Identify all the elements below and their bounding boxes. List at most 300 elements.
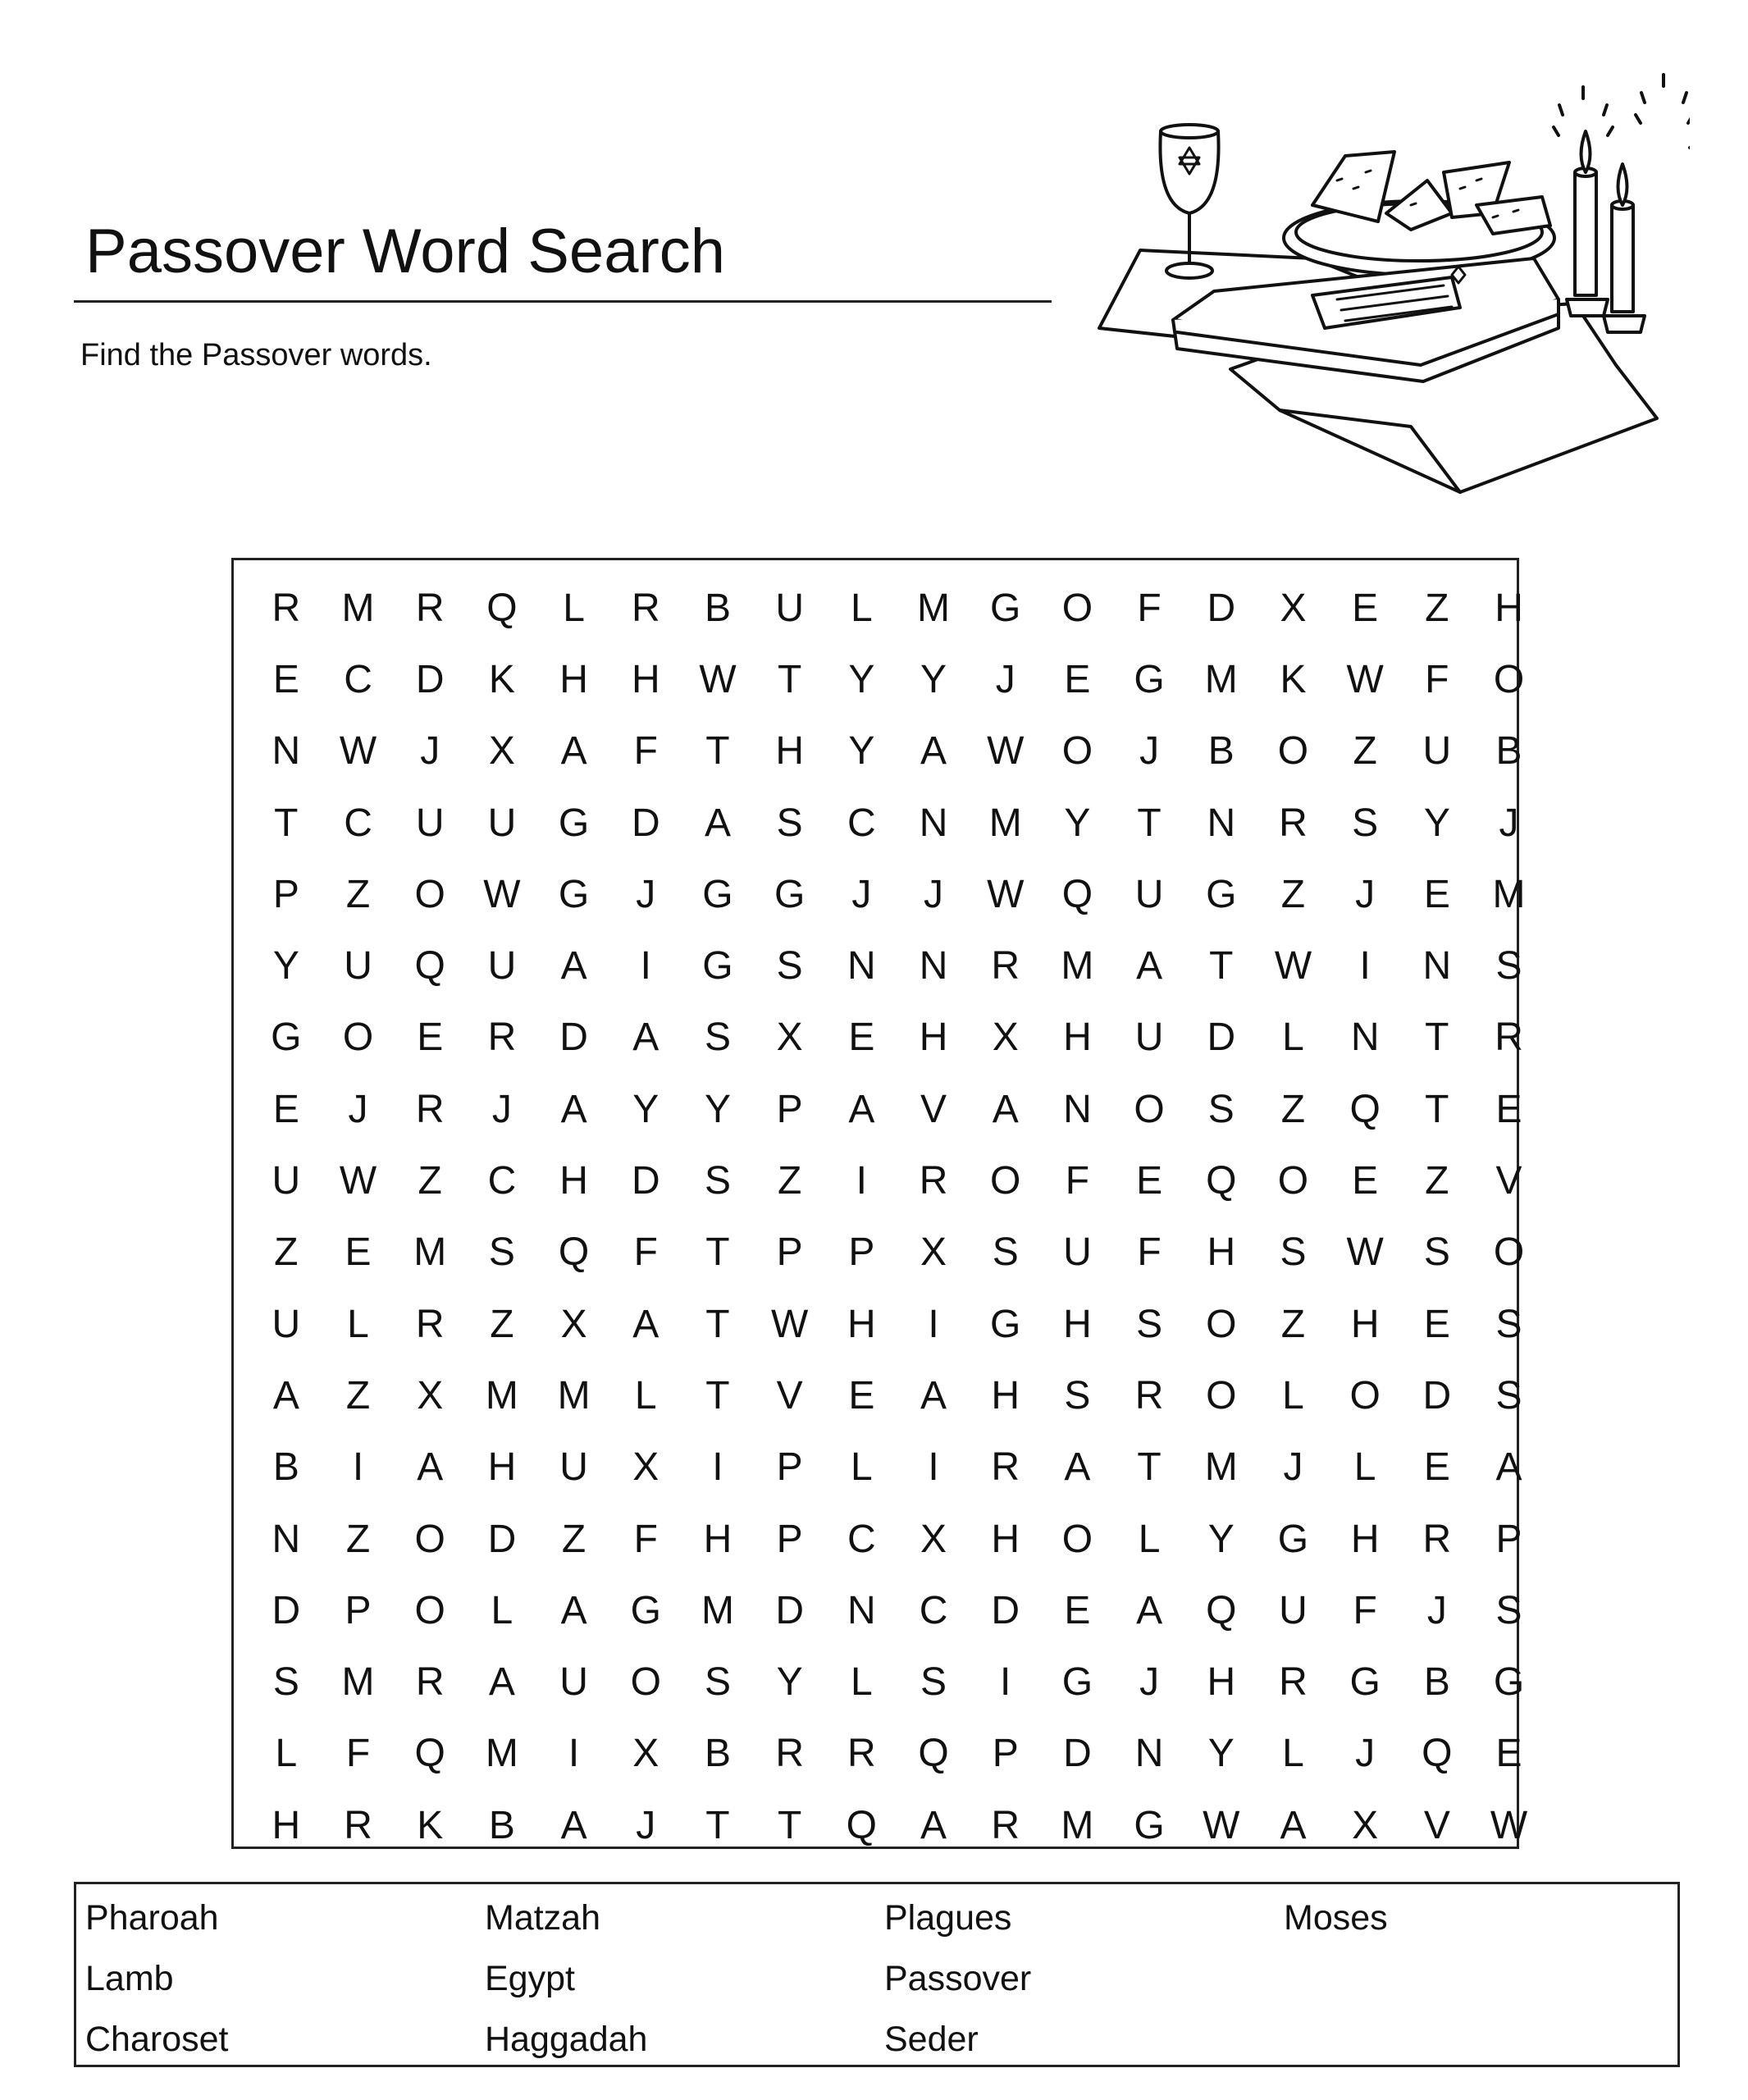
grid-letter: U <box>272 1302 301 1346</box>
grid-letter: R <box>487 1016 517 1060</box>
grid-letter: V <box>1423 1803 1450 1847</box>
grid-letter: H <box>1063 1016 1092 1060</box>
grid-letter: G <box>774 872 806 916</box>
grid-letter: H <box>847 1302 876 1346</box>
grid-letter: H <box>631 657 660 701</box>
grid-letter: I <box>1359 944 1371 988</box>
grid-letter: A <box>632 1302 659 1346</box>
grid-letter: A <box>272 1373 299 1418</box>
grid-letter: Y <box>1423 801 1450 845</box>
grid-letter: E <box>1495 1732 1522 1776</box>
grid-letter: P <box>992 1732 1019 1776</box>
grid-letter: G <box>1206 872 1237 916</box>
grid-letter: W <box>1274 944 1312 988</box>
grid-letter: M <box>413 1230 447 1275</box>
grid-letter: R <box>991 944 1020 988</box>
grid-letter: A <box>560 1588 587 1632</box>
grid-letter: E <box>1136 1159 1163 1203</box>
grid-letter: A <box>1495 1445 1522 1490</box>
grid-letter: X <box>920 1517 947 1561</box>
grid-letter: M <box>1204 657 1238 701</box>
grid-letter: J <box>1499 801 1519 845</box>
grid-letter: R <box>1134 1373 1164 1418</box>
grid-letter: Z <box>1425 1159 1449 1203</box>
grid-letter: S <box>1207 1087 1235 1131</box>
page-title: Passover Word Search <box>85 217 726 286</box>
grid-letter: Q <box>414 1732 445 1776</box>
grid-letter: Z <box>561 1517 586 1561</box>
grid-letter: M <box>1061 1803 1094 1847</box>
grid-letter: O <box>1061 729 1093 774</box>
grid-letter: Q <box>846 1803 878 1847</box>
grid-letter: M <box>1492 872 1526 916</box>
grid-letter: S <box>1495 1373 1522 1418</box>
grid-letter: G <box>1277 1517 1309 1561</box>
grid-letter: H <box>487 1445 517 1490</box>
grid-letter: U <box>559 1660 588 1705</box>
grid-letter: A <box>560 729 587 774</box>
grid-letter: W <box>1346 657 1384 701</box>
grid-letter: B <box>272 1445 299 1490</box>
grid-letter: I <box>568 1732 580 1776</box>
grid-letter: L <box>563 586 585 630</box>
grid-letter: A <box>488 1660 515 1705</box>
grid-letter: Z <box>1280 872 1306 916</box>
word-list-item: Passover <box>884 1959 1032 1998</box>
grid-letter: H <box>1350 1517 1380 1561</box>
word-search-grid <box>231 558 1528 1849</box>
grid-letter: C <box>344 657 372 701</box>
grid-letter: U <box>559 1445 588 1490</box>
grid-letter: W <box>987 729 1025 774</box>
grid-letter: P <box>776 1087 803 1131</box>
grid-letter: S <box>704 1016 731 1060</box>
grid-letter: X <box>1352 1803 1379 1847</box>
grid-letter: G <box>1134 657 1165 701</box>
grid-letter: A <box>1280 1803 1307 1847</box>
grid-letter: Q <box>1061 872 1093 916</box>
grid-letter: V <box>920 1087 947 1131</box>
grid-letter: D <box>775 1588 804 1632</box>
grid-letter: V <box>1495 1159 1522 1203</box>
grid-letter: P <box>776 1517 803 1561</box>
word-list-item: Pharoah <box>85 1898 219 1938</box>
grid-letter: D <box>487 1517 517 1561</box>
grid-letter: Y <box>272 944 299 988</box>
grid-letter: H <box>559 1159 588 1203</box>
grid-letter: J <box>1283 1445 1303 1490</box>
grid-letter: W <box>771 1302 809 1346</box>
grid-letter: J <box>1355 872 1376 916</box>
grid-letter: O <box>1134 1087 1165 1131</box>
grid-letter: M <box>485 1732 518 1776</box>
grid-letter: O <box>1493 657 1525 701</box>
grid-letter: U <box>272 1159 301 1203</box>
grid-letter: T <box>274 801 299 845</box>
grid-letter: G <box>1061 1660 1093 1705</box>
grid-letter: U <box>415 801 445 845</box>
grid-letter: R <box>415 1087 445 1131</box>
grid-letter: Y <box>1207 1517 1235 1561</box>
grid-letter: P <box>776 1230 803 1275</box>
grid-letter: P <box>345 1588 372 1632</box>
grid-letter: L <box>347 1302 369 1346</box>
grid-letter: G <box>990 1302 1021 1346</box>
grid-letter: L <box>850 1660 873 1705</box>
grid-letter: T <box>1425 1016 1449 1060</box>
grid-letter: S <box>1495 1588 1522 1632</box>
grid-letter: L <box>850 1445 873 1490</box>
grid-letter: A <box>1136 1588 1163 1632</box>
grid-letter: J <box>348 1087 368 1131</box>
grid-letter: S <box>1423 1230 1450 1275</box>
grid-letter: O <box>342 1016 374 1060</box>
grid-letter: D <box>559 1016 588 1060</box>
grid-letter: M <box>485 1373 518 1418</box>
grid-letter: Q <box>1349 1087 1381 1131</box>
grid-letter: D <box>631 801 660 845</box>
word-list-item: Haggadah <box>485 2020 648 2059</box>
grid-letter: T <box>705 1373 730 1418</box>
grid-letter: G <box>558 872 590 916</box>
grid-letter: M <box>341 1660 375 1705</box>
grid-letter: U <box>344 944 372 988</box>
grid-letter: E <box>417 1016 444 1060</box>
grid-letter: U <box>1134 872 1164 916</box>
grid-letter: T <box>705 1230 730 1275</box>
word-list-item: Charoset <box>85 2020 229 2059</box>
grid-letter: M <box>341 586 375 630</box>
grid-letter: H <box>775 729 804 774</box>
grid-letter: S <box>704 1159 731 1203</box>
grid-letter: O <box>990 1159 1021 1203</box>
grid-letter: R <box>631 586 660 630</box>
grid-letter: C <box>487 1159 517 1203</box>
grid-letter: U <box>1279 1588 1308 1632</box>
grid-letter: J <box>1139 729 1160 774</box>
grid-letter: Z <box>345 1517 371 1561</box>
grid-letter: Y <box>920 657 947 701</box>
grid-letter: M <box>701 1588 734 1632</box>
grid-letter: P <box>1495 1517 1522 1561</box>
grid-letter: Q <box>1206 1588 1237 1632</box>
grid-letter: L <box>1282 1016 1304 1060</box>
grid-letter: G <box>558 801 590 845</box>
grid-letter: R <box>775 1732 804 1776</box>
grid-letter: W <box>1490 1803 1528 1847</box>
grid-letter: T <box>777 1803 802 1847</box>
grid-letter: I <box>712 1445 723 1490</box>
grid-letter: E <box>272 1087 299 1131</box>
grid-letter: D <box>1207 1016 1236 1060</box>
grid-letter: M <box>988 801 1022 845</box>
grid-letter: X <box>632 1445 659 1490</box>
grid-letter: G <box>990 586 1021 630</box>
grid-letter: E <box>1423 872 1450 916</box>
word-list-item <box>1284 2009 1683 2070</box>
grid-letter: W <box>987 872 1025 916</box>
grid-letter: U <box>1063 1230 1092 1275</box>
grid-letter: Z <box>345 872 371 916</box>
grid-letter: Y <box>848 729 875 774</box>
grid-letter: F <box>633 1230 658 1275</box>
grid-letter: A <box>704 801 731 845</box>
grid-letter: H <box>919 1016 948 1060</box>
grid-letter: R <box>919 1159 948 1203</box>
word-list-item: Lamb <box>85 1959 174 1998</box>
grid-letter: A <box>920 1803 947 1847</box>
grid-letter: N <box>1063 1087 1092 1131</box>
grid-letter: O <box>630 1660 661 1705</box>
grid-letter: E <box>848 1373 875 1418</box>
grid-letter: N <box>1422 944 1452 988</box>
grid-letter: X <box>992 1016 1019 1060</box>
grid-letter: L <box>1353 1445 1376 1490</box>
grid-letter: H <box>1207 1660 1236 1705</box>
grid-letter: Q <box>918 1732 949 1776</box>
grid-letter: L <box>1282 1373 1304 1418</box>
grid-letter: Q <box>414 944 445 988</box>
grid-letter: S <box>704 1660 731 1705</box>
grid-letter: O <box>1349 1373 1381 1418</box>
grid-letter: A <box>1064 1445 1091 1490</box>
grid-letter: J <box>1355 1732 1376 1776</box>
grid-letter: T <box>1209 944 1234 988</box>
grid-letter: Y <box>704 1087 731 1131</box>
grid-letter: X <box>417 1373 444 1418</box>
grid-letter: L <box>1138 1517 1161 1561</box>
grid-letter: G <box>702 872 733 916</box>
grid-letter: R <box>272 586 301 630</box>
word-list-item: Seder <box>884 2020 979 2059</box>
grid-letter: D <box>415 657 445 701</box>
grid-letter: Y <box>1064 801 1091 845</box>
grid-letter: T <box>777 657 802 701</box>
grid-letter: C <box>847 1517 876 1561</box>
grid-letter: T <box>1137 801 1162 845</box>
grid-letter: Z <box>1280 1302 1306 1346</box>
grid-letter: K <box>488 657 515 701</box>
grid-letter: D <box>272 1588 301 1632</box>
grid-letter: I <box>1000 1660 1011 1705</box>
word-list-box <box>74 1882 1680 2067</box>
grid-letter: A <box>560 1803 587 1847</box>
grid-letter: O <box>414 1588 445 1632</box>
grid-letter: T <box>705 1302 730 1346</box>
grid-letter: B <box>1495 729 1522 774</box>
grid-letter: D <box>631 1159 660 1203</box>
grid-letter: X <box>488 729 515 774</box>
word-list-item: Matzah <box>485 1898 601 1938</box>
letter-grid <box>250 573 1545 1861</box>
grid-letter: Z <box>418 1159 442 1203</box>
grid-letter: G <box>702 944 733 988</box>
grid-letter: S <box>1495 1302 1522 1346</box>
grid-letter: H <box>1495 586 1523 630</box>
grid-letter: R <box>415 1302 445 1346</box>
grid-letter: S <box>1064 1373 1091 1418</box>
grid-letter: O <box>1061 586 1093 630</box>
grid-letter: B <box>1423 1660 1450 1705</box>
grid-letter: E <box>1064 657 1091 701</box>
grid-letter: N <box>272 1517 301 1561</box>
grid-letter: R <box>991 1445 1020 1490</box>
grid-letter: H <box>991 1517 1020 1561</box>
grid-letter: D <box>1422 1373 1452 1418</box>
grid-letter: F <box>1353 1588 1377 1632</box>
seder-table-icon <box>1066 66 1690 509</box>
word-list-item: Plagues <box>884 1898 1012 1938</box>
grid-letter: Q <box>1206 1159 1237 1203</box>
grid-letter: Q <box>486 586 518 630</box>
grid-letter: Q <box>1422 1732 1453 1776</box>
grid-letter: X <box>560 1302 587 1346</box>
grid-letter: Q <box>558 1230 590 1275</box>
instructions-text: Find the Passover words. <box>80 338 432 372</box>
grid-letter: G <box>271 1016 302 1060</box>
grid-letter: P <box>848 1230 875 1275</box>
grid-letter: T <box>705 729 730 774</box>
grid-letter: R <box>1279 1660 1308 1705</box>
grid-letter: R <box>847 1732 876 1776</box>
grid-letter: Y <box>1207 1732 1235 1776</box>
grid-letter: J <box>491 1087 512 1131</box>
grid-letter: J <box>636 1803 656 1847</box>
grid-letter: F <box>1425 657 1449 701</box>
grid-letter: G <box>1493 1660 1525 1705</box>
grid-letter: N <box>919 801 948 845</box>
grid-letter: R <box>991 1803 1020 1847</box>
grid-letter: H <box>991 1373 1020 1418</box>
grid-letter: O <box>1277 1159 1309 1203</box>
grid-letter: M <box>1061 944 1094 988</box>
grid-letter: F <box>1065 1159 1090 1203</box>
grid-letter: W <box>483 872 521 916</box>
grid-letter: F <box>633 729 658 774</box>
grid-letter: A <box>848 1087 875 1131</box>
grid-letter: K <box>417 1803 444 1847</box>
grid-letter: R <box>1495 1016 1523 1060</box>
grid-letter: R <box>1422 1517 1452 1561</box>
grid-letter: O <box>1206 1373 1237 1418</box>
grid-letter: A <box>920 729 947 774</box>
grid-letter: L <box>491 1588 513 1632</box>
grid-letter: U <box>1422 729 1452 774</box>
grid-letter: R <box>1279 801 1308 845</box>
grid-letter: E <box>1495 1087 1522 1131</box>
title-underline <box>74 300 1052 303</box>
grid-letter: C <box>919 1588 948 1632</box>
grid-letter: G <box>1349 1660 1381 1705</box>
grid-letter: F <box>1137 586 1162 630</box>
grid-letter: M <box>917 586 951 630</box>
grid-letter: U <box>487 944 517 988</box>
grid-letter: W <box>1203 1803 1240 1847</box>
grid-letter: N <box>1350 1016 1380 1060</box>
grid-letter: F <box>633 1517 658 1561</box>
grid-letter: N <box>272 729 301 774</box>
grid-letter: X <box>920 1230 947 1275</box>
grid-letter: B <box>1207 729 1235 774</box>
grid-letter: Z <box>777 1159 802 1203</box>
grid-letter: W <box>339 1159 377 1203</box>
grid-letter: E <box>1423 1302 1450 1346</box>
grid-letter: A <box>417 1445 444 1490</box>
grid-letter: Z <box>274 1230 299 1275</box>
grid-letter: A <box>560 1087 587 1131</box>
grid-letter: C <box>847 801 876 845</box>
grid-letter: Z <box>1353 729 1377 774</box>
grid-letter: H <box>1350 1302 1380 1346</box>
grid-letter: A <box>992 1087 1019 1131</box>
grid-letter: A <box>560 944 587 988</box>
grid-letter: S <box>776 801 803 845</box>
grid-letter: E <box>1352 1159 1379 1203</box>
grid-letter: J <box>420 729 440 774</box>
grid-letter: V <box>776 1373 803 1418</box>
word-list <box>85 1888 1683 2070</box>
grid-letter: E <box>1423 1445 1450 1490</box>
grid-letter: H <box>1207 1230 1236 1275</box>
grid-letter: R <box>415 586 445 630</box>
grid-letter: S <box>1495 944 1522 988</box>
word-list-item: Egypt <box>485 1959 575 1998</box>
grid-letter: S <box>992 1230 1019 1275</box>
grid-letter: W <box>1346 1230 1384 1275</box>
grid-letter: T <box>1137 1445 1162 1490</box>
grid-letter: N <box>847 944 876 988</box>
grid-letter: L <box>850 586 873 630</box>
grid-letter: U <box>775 586 804 630</box>
grid-letter: X <box>776 1016 803 1060</box>
grid-letter: Y <box>848 657 875 701</box>
grid-letter: G <box>1134 1803 1165 1847</box>
grid-letter: P <box>272 872 299 916</box>
grid-letter: H <box>559 657 588 701</box>
grid-letter: J <box>851 872 872 916</box>
grid-letter: Y <box>776 1660 803 1705</box>
grid-letter: I <box>352 1445 364 1490</box>
grid-letter: L <box>1282 1732 1304 1776</box>
grid-letter: S <box>920 1660 947 1705</box>
grid-letter: J <box>924 872 944 916</box>
grid-letter: I <box>928 1302 939 1346</box>
grid-letter: U <box>1134 1016 1164 1060</box>
grid-letter: T <box>705 1803 730 1847</box>
grid-letter: D <box>1063 1732 1092 1776</box>
grid-letter: X <box>632 1732 659 1776</box>
grid-letter: S <box>1280 1230 1307 1275</box>
grid-letter: W <box>699 657 737 701</box>
grid-letter: J <box>1139 1660 1160 1705</box>
grid-letter: N <box>847 1588 876 1632</box>
grid-letter: O <box>1061 1517 1093 1561</box>
grid-letter: O <box>414 1517 445 1561</box>
word-list-item <box>1284 1948 1683 2009</box>
grid-letter: S <box>1136 1302 1163 1346</box>
grid-letter: H <box>703 1517 733 1561</box>
grid-letter: M <box>1204 1445 1238 1490</box>
grid-letter: U <box>487 801 517 845</box>
grid-letter: Y <box>632 1087 659 1131</box>
grid-letter: I <box>856 1159 868 1203</box>
grid-letter: P <box>776 1445 803 1490</box>
grid-letter: B <box>488 1803 515 1847</box>
word-list-item: Moses <box>1284 1898 1388 1938</box>
grid-letter: O <box>414 872 445 916</box>
grid-letter: B <box>704 1732 731 1776</box>
grid-letter: X <box>1280 586 1307 630</box>
